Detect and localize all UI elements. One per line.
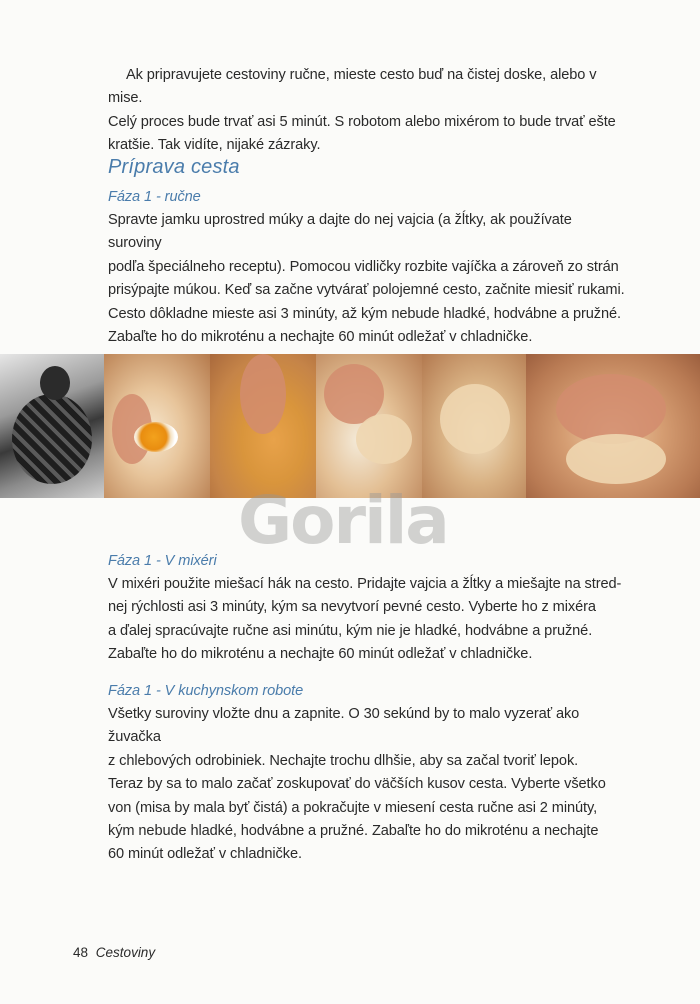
phase-mixer-line: V mixéri použite miešací hák na cesto. Pridajte vajcia a žĺtky a miešajte na stred- <box>108 576 622 592</box>
dough-shape <box>440 384 510 454</box>
intro-line: kratšie. Tak vidíte, nijaké zázraky. <box>108 137 321 154</box>
phase-hand-heading: Fáza 1 - ručne <box>108 189 201 205</box>
phase-hand-line: prisýpajte múkou. Keď sa začne vytvárať polojemné cesto, začnite miesiť rukami. <box>108 282 625 299</box>
page-footer <box>73 945 155 960</box>
phase-mixer-line: Zabaľte ho do mikroténu a nechajte 60 minút odležať v chladničke. <box>108 646 533 663</box>
dough-shape <box>356 414 412 464</box>
egg-in-flour-photo <box>104 354 210 498</box>
phase-hand-line: Cesto dôkladne mieste asi 3 minúty, až kým nebude hladké, hodvábne a pružné. <box>108 305 621 322</box>
watermark-logo: Gorila <box>238 482 448 559</box>
footer-section-name: Cestoviny <box>95 945 156 960</box>
phase-hand-line: Zabaľte ho do mikroténu a nechajte 60 minút odležať v chladničke. <box>108 329 533 346</box>
phase-robot-line: 60 minút odležať v chladničke. <box>108 846 302 863</box>
phase-robot-line: z chlebových odrobiniek. Nechajte trochu dlhšie, aby sa začal tvoriť lepok. <box>108 752 579 769</box>
section-title: Príprava cesta <box>108 156 240 178</box>
photo-strip <box>0 354 700 498</box>
phase-robot-line: Teraz by sa to malo začať zoskupovať do väčších kusov cesta. Vyberte všetko <box>108 776 606 793</box>
phase-robot-heading: Fáza 1 - V kuchynskom robote <box>108 683 304 699</box>
phase-hand-section <box>108 186 628 349</box>
phase-robot-line: von (misa by mala byť čistá) a pokračujte v miesení cesta ručne asi 2 minúty, <box>108 799 598 816</box>
shaggy-dough-photo <box>316 354 422 498</box>
chef-figure <box>12 394 92 484</box>
phase-mixer-line: a ďalej spracúvajte ručne asi minútu, kým nie je hladké, hodvábne a pružné. <box>108 622 593 639</box>
hand-shape <box>240 354 286 434</box>
intro-line: Celý proces bude trvať asi 5 minút. S robotom alebo mixérom to bude trvať ešte <box>108 113 616 130</box>
phase-mixer-section <box>108 550 628 667</box>
phase-mixer-line: nej rýchlosti asi 3 minúty, kým sa nevytvorí pevné cesto. Vyberte ho z mixéra <box>108 599 596 616</box>
kneading-dough-photo <box>526 354 700 498</box>
intro-line: Ak pripravujete cestoviny ručne, mieste cesto buď na čistej doske, alebo v mise. <box>108 67 597 107</box>
chef-photo <box>0 354 104 498</box>
egg-yolk-shape <box>134 422 178 452</box>
phase-hand-line: podľa špeciálneho receptu). Pomocou vidličky rozbite vajíčka a zároveň zo strán <box>108 258 619 275</box>
phase-robot-section <box>108 680 628 867</box>
chef-head <box>40 366 70 400</box>
phase-hand-line: Spravte jamku uprostred múky a dajte do nej vajcia (a žĺtky, ak používate suroviny <box>108 212 572 252</box>
phase-robot-line: Všetky suroviny vložte dnu a zapnite. O 30 sekúnd by to malo vyzerať ako žuvačka <box>108 706 580 746</box>
phase-mixer-heading: Fáza 1 - V mixéri <box>108 553 217 569</box>
dough-shape <box>566 434 666 484</box>
page-number: 48 <box>73 945 89 960</box>
mixing-dough-photo <box>210 354 316 498</box>
phase-robot-line: kým nebude hladké, hodvábne a pružné. Zabaľte ho do mikroténu a nechajte <box>108 823 599 840</box>
intro-paragraph <box>108 64 628 158</box>
gathering-dough-photo <box>422 354 526 498</box>
